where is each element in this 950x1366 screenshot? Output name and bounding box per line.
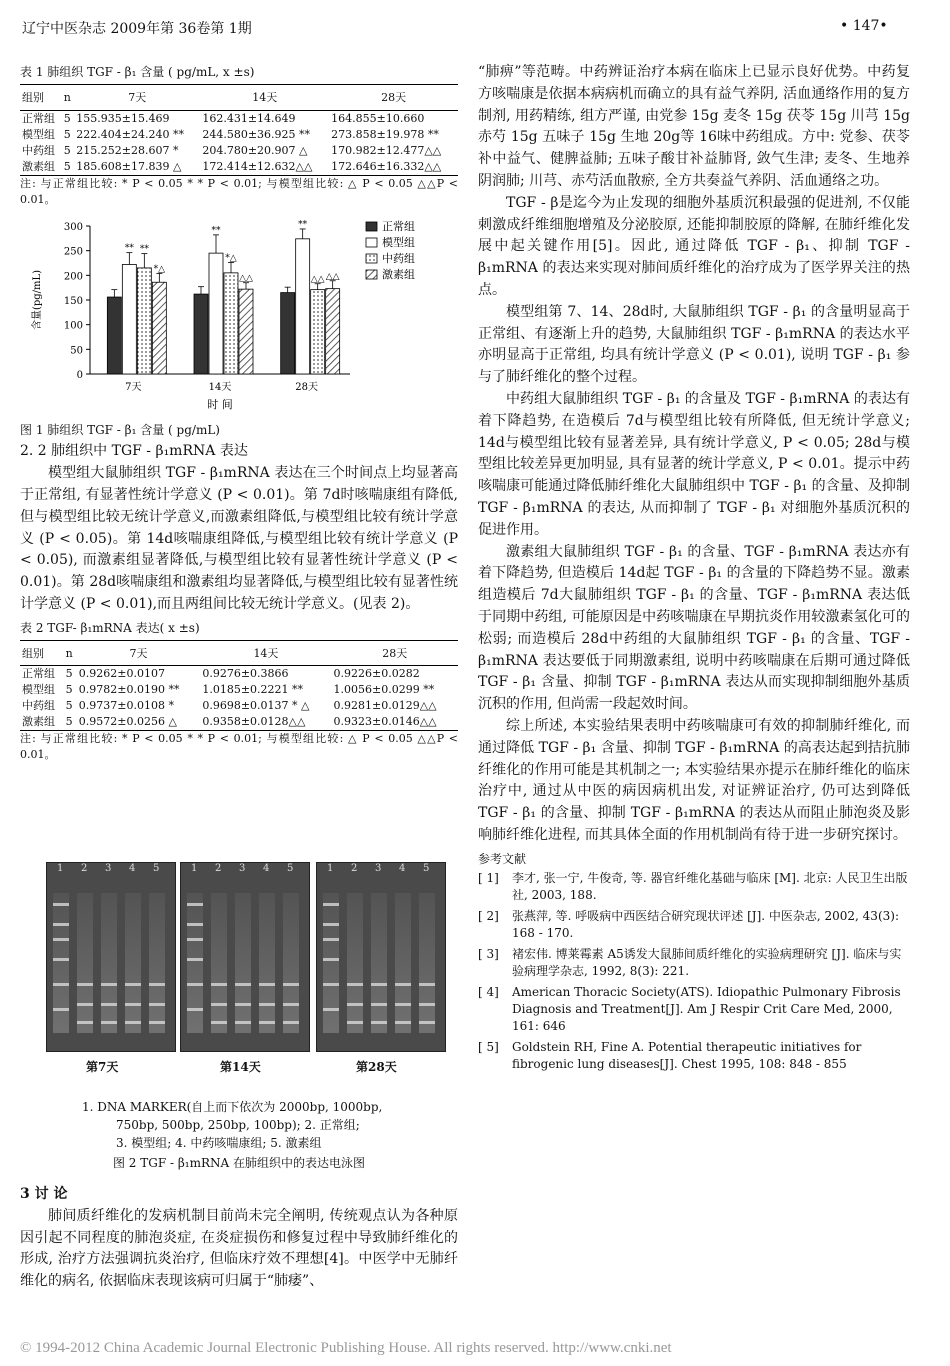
y-tick-label: 0	[76, 369, 83, 381]
section-3-heading: 3 讨 论	[20, 1186, 68, 1202]
bar-模型组	[122, 264, 136, 374]
legend-label: 模型组	[382, 235, 415, 249]
reference-item	[478, 984, 910, 1035]
figure2-caption: 图 2 TGF - β₁mRNA 在肺组织中的表达电泳图	[112, 1156, 365, 1170]
gel-band	[323, 983, 339, 986]
table2-header-cell: 组别	[20, 640, 64, 666]
section-2-2-heading: 2. 2 肺组织中 TGF - β₁mRNA 表达	[20, 443, 248, 460]
gel-band	[149, 983, 165, 986]
reference-text: 张燕萍, 等. 呼吸病中西医结合研究现状评述 [J]. 中医杂志, 2002, 43(3): 168 - 170.	[512, 909, 899, 941]
table-cell: 0.9358±0.0128△△	[200, 714, 331, 731]
gel-lane	[419, 893, 435, 1033]
gel-lane	[77, 893, 93, 1033]
significance-label: **	[298, 219, 308, 230]
gel-band	[53, 938, 69, 941]
table-cell: 正常组	[22, 111, 55, 125]
gel-lane	[211, 893, 227, 1033]
gel-band	[323, 923, 339, 926]
gel-band	[125, 983, 141, 986]
table2-note: 注: 与正常组比较: * P < 0.05 * * P < 0.01; 与模型组比较: △ P < 0.05 △△P < 0.01。	[20, 732, 458, 762]
gel-panel-label: 第14天	[220, 1060, 261, 1074]
table2-header-row	[20, 640, 458, 666]
bar-激素组	[152, 282, 166, 374]
gel-lane	[347, 893, 363, 1033]
gel-band	[395, 1003, 411, 1006]
gel-panel-label: 第28天	[356, 1060, 397, 1074]
table-cell: 5	[63, 111, 71, 125]
gel-lane	[283, 893, 299, 1033]
significance-label: △△	[325, 271, 340, 282]
gel-lane	[187, 893, 203, 1033]
paragraph: TGF - β是迄今为止发现的细胞外基质沉积最强的促进剂, 不仅能刺激成纤维细胞增殖及分泌胶原, 还能抑制胶原的降解, 在肺纤维化发展中起关键作用[5]。因此, 通过降低 TGF - β₁、抑制 TGF - β₁mRNA 的表达来实现对肺间质纤维化的治疗成为了医学界关注的热点。	[478, 194, 910, 298]
table-row	[20, 698, 458, 714]
y-tick-label: 150	[63, 295, 83, 307]
gel-band	[371, 1021, 387, 1024]
left-column	[20, 62, 458, 763]
paragraph: “肺痹”等范畴。中药辨证治疗本病在临床上已显示良好优势。中药复方咳喘康是依据本病病机而确立的具有益气养阴, 活血通络作用的复方制剂, 用药精练, 组方严谨, 由党参 15g 麦冬 15g 茯苓 15g 川芎 15g 赤芍 15g 五味子 15g 生地 20g等 16味中药组成。方中: 党参、茯苓补中益气、健脾益肺; 五味子酸甘补益肺肾, 敛气生津; 麦冬、生地养阴润肺; 川芎、赤芍活血散瘀, 全方共奏益气养阴、活血通络之功。	[478, 64, 910, 189]
table-row	[20, 682, 458, 698]
gel-band	[53, 1008, 69, 1011]
table-cell: 164.855±10.660	[331, 111, 425, 125]
reference-number: [ 4]	[478, 985, 499, 1000]
y-axis-label: 含量(pg/mL)	[32, 269, 43, 330]
gel-band	[323, 1008, 339, 1011]
table-cell: 1.0056±0.0299 **	[333, 683, 435, 697]
y-tick-label: 200	[63, 270, 83, 282]
gel-band	[101, 1021, 117, 1024]
reference-number: [ 1]	[478, 871, 499, 886]
table1-header-cell: 组别	[20, 84, 62, 110]
gel-panel	[316, 862, 446, 1052]
table-cell: 0.9226±0.0282	[333, 667, 420, 681]
gel-band	[101, 1003, 117, 1006]
reference-text: 李才, 张一宁, 牛俊奇, 等. 器官纤维化基础与临床 [M]. 北京: 人民卫生出版社, 2003, 188.	[512, 871, 908, 903]
significance-label: △△	[239, 273, 253, 284]
lane-number: 5	[287, 863, 294, 874]
gel-band	[53, 958, 69, 961]
lane-number: 4	[263, 863, 270, 874]
gel-band	[101, 983, 117, 986]
gel-band	[77, 1021, 93, 1024]
gel-band	[323, 958, 339, 961]
bar-正常组	[194, 294, 208, 374]
gel-panel	[180, 862, 310, 1052]
x-tick-label: 7天	[125, 381, 142, 393]
legend-swatch	[366, 254, 377, 263]
table-cell: 5	[65, 683, 73, 697]
gel-band	[259, 983, 275, 986]
gel-lane	[125, 893, 141, 1033]
gel-band	[371, 983, 387, 986]
paragraph: 肺间质纤维化的发病机制目前尚未完全阐明, 传统观点认为各种原因引起不同程度的肺泡炎症, 在炎症损伤和修复过程中导致肺纤维化的形成, 治疗方法强调抗炎治疗, 但临床疗效不理想[4]。中医学中无肺纤维化的病名, 依据临床表现该病可归属于“肺痿”、	[20, 1207, 458, 1290]
table-cell: 185.608±17.839 △	[74, 159, 200, 176]
table-cell: 172.646±16.332△△	[329, 159, 458, 176]
figure2-legend-line: 1. DNA MARKER(自上而下依次为 2000bp, 1000bp,	[82, 1100, 383, 1114]
gel-band	[395, 983, 411, 986]
gel-band	[259, 1003, 275, 1006]
gel-lane	[149, 893, 165, 1033]
table-cell: 273.858±19.978 **	[331, 127, 439, 141]
table-cell: 0.9572±0.0256 △	[77, 714, 201, 731]
gel-band	[419, 1021, 435, 1024]
gel-band	[283, 983, 299, 986]
gel-band	[235, 983, 251, 986]
table-cell: 1.0185±0.2221 **	[202, 683, 304, 697]
table-row	[20, 666, 458, 683]
x-tick-label: 28天	[295, 381, 319, 393]
gel-band	[77, 983, 93, 986]
table-cell: 215.252±28.607 *	[76, 143, 179, 157]
reference-text: 褚宏伟. 博莱霉素 A5诱发大鼠肺间质纤维化的实验病理研究 [J]. 临床与实验病理学杂志, 1992, 8(3): 221.	[512, 947, 902, 979]
gel-band	[347, 983, 363, 986]
bar-激素组	[239, 289, 253, 374]
reference-item	[478, 870, 910, 904]
gel-band	[149, 1021, 165, 1024]
table-cell: 0.9698±0.0137 * △	[202, 699, 310, 713]
bar-中药组	[224, 272, 238, 373]
significance-label: *△	[225, 253, 237, 264]
table-cell: 0.9262±0.0107	[78, 667, 165, 681]
table-cell: 0.9782±0.0190 **	[78, 683, 180, 697]
lane-number: 2	[351, 863, 358, 874]
table-row	[20, 127, 458, 143]
table1	[20, 84, 458, 176]
table-cell: 正常组	[22, 667, 55, 681]
bar-正常组	[281, 292, 295, 373]
table-cell: 中药组	[22, 699, 55, 713]
gel-band	[125, 1021, 141, 1024]
gel-band	[187, 923, 203, 926]
table-cell: 激素组	[20, 714, 64, 731]
gel-band	[187, 903, 203, 906]
gel-band	[187, 938, 203, 941]
table2	[20, 640, 458, 732]
gel-band	[419, 1003, 435, 1006]
significance-label: *△	[153, 263, 166, 274]
table-cell: 0.9323±0.0146△△	[332, 714, 458, 731]
reference-list	[478, 870, 910, 1073]
table-cell: 170.982±12.477△△	[331, 143, 442, 157]
gel-lane	[235, 893, 251, 1033]
table1-note: 注: 与正常组比较: * P < 0.05 * * P < 0.01; 与模型组比较: △ P < 0.05 △△P < 0.01。	[20, 176, 458, 206]
lane-number: 5	[153, 863, 160, 874]
table-cell: 激素组	[20, 159, 62, 176]
bar-中药组	[137, 268, 151, 374]
table1-header-cell: 14天	[200, 84, 329, 110]
table-cell: 0.9281±0.0129△△	[333, 699, 437, 713]
table-cell: 155.935±15.469	[76, 111, 170, 125]
bar-激素组	[326, 288, 340, 373]
references-heading: 参考文献	[478, 851, 527, 866]
gel-lane	[53, 893, 69, 1033]
table1-body	[20, 110, 458, 175]
lane-number: 5	[423, 863, 430, 874]
table2-title: 表 2 TGF- β₁mRNA 表达( x ±s)	[20, 620, 200, 635]
paragraph: 综上所述, 本实验结果表明中药咳喘康可有效的抑制肺纤维化, 而通过降低 TGF - β₁ 含量、抑制 TGF - β₁mRNA 的高表达起到拮抗肺纤维化的作用可能是其机制之一; 本实验结果亦提示在肺纤维化的临床治疗中, 通过从中医的病因病机出发, 对证辨证治疗, 仍可达到降低 TGF - β₁ 的含量、抑制 TGF - β₁mRNA 的表达从而阻止肺泡炎及影响肺纤维化进程, 而其具体全面的作用机制尚有待于进一步研究探讨。	[478, 717, 910, 843]
gel-band	[283, 1021, 299, 1024]
gel-band	[259, 1021, 275, 1024]
paragraph: 中药组大鼠肺组织 TGF - β₁ 的含量及 TGF - β₁mRNA 的表达有着下降趋势, 在造模后 7d与模型组比较有所降低, 但无统计学意义; 14d与模型组比较有显著差异, 具有统计学意义, P < 0.05; 28d与模型组比较差异更加明显, 具有显著的统计学意义, P < 0.01。提示中药咳喘康可能通过降低肺纤维化大鼠肺组织中 TGF - β₁ 的含量、及抑制 TGF - β₁mRNA 的表达, 从而抑制了 TGF - β₁ 对细胞外基质沉积的促进作用。	[478, 390, 910, 538]
gel-lane	[259, 893, 275, 1033]
table-cell: 0.9737±0.0108 *	[78, 699, 174, 713]
gel-band	[419, 983, 435, 986]
gel-band	[211, 1003, 227, 1006]
table-cell: 模型组	[22, 127, 55, 141]
gel-band	[187, 1008, 203, 1011]
bar-模型组	[296, 238, 310, 373]
significance-label: △△	[310, 274, 325, 285]
gel-band	[187, 958, 203, 961]
table-cell: 5	[63, 143, 71, 157]
table-row	[20, 159, 458, 176]
reference-number: [ 3]	[478, 947, 499, 962]
gel-band	[211, 1021, 227, 1024]
gel-band	[235, 1003, 251, 1006]
reference-item	[478, 946, 910, 980]
y-tick-label: 250	[63, 246, 83, 258]
lane-number: 2	[81, 863, 88, 874]
right-column	[478, 62, 910, 1077]
gel-band	[77, 1003, 93, 1006]
y-tick-label: 100	[63, 320, 83, 332]
reference-item	[478, 1039, 910, 1073]
lane-number: 1	[57, 863, 64, 874]
paragraph: 激素组大鼠肺组织 TGF - β₁ 的含量、TGF - β₁mRNA 表达亦有着下降趋势, 但造模后 14d起 TGF - β₁ 的含量的下降趋势不显。激素组造模后 7d大鼠肺组织 TGF - β₁ 的含量、TGF - β₁mRNA 表达低于同期中药组, 可能原因是中药咳喘康在早期抗炎作用较激素氢化可的松弱; 而造模后 28d中药组的大鼠肺组织 TGF - β₁ 的含量、TGF - β₁mRNA 表达要低于同期激素组, 说明中药咳喘康在后期可通过降低 TGF - β₁ 含量、抑制 TGF - β₁mRNA 表达从而实现抑制细胞外基质沉积的作用, 但尚需一段起效时间。	[478, 543, 910, 713]
reference-number: [ 2]	[478, 909, 499, 924]
gel-band	[371, 1003, 387, 1006]
bar-chart	[20, 214, 458, 414]
gel-panel	[46, 862, 176, 1052]
table-cell: 5	[64, 714, 77, 731]
table-cell: 172.414±12.632△△	[200, 159, 329, 176]
gel-band	[53, 983, 69, 986]
table-cell: 0.9276±0.3866	[202, 667, 289, 681]
reference-item	[478, 908, 910, 942]
gel-lane	[395, 893, 411, 1033]
table2-header-cell: 14天	[200, 640, 331, 666]
figure2-legend-line: 750bp, 500bp, 250bp, 100bp); 2. 正常组;	[116, 1118, 360, 1132]
table-cell: 中药组	[22, 143, 55, 157]
legend-label: 激素组	[382, 267, 415, 281]
table2-header-cell: 7天	[77, 640, 201, 666]
gel-band	[347, 1003, 363, 1006]
table-cell: 5	[63, 127, 71, 141]
bar-中药组	[311, 289, 325, 373]
lane-number: 1	[327, 863, 334, 874]
gel-band	[187, 983, 203, 986]
gel-panel-label: 第7天	[86, 1060, 119, 1074]
table1-title: 表 1 肺组织 TGF - β₁ 含量 ( pg/mL, x ±s)	[20, 65, 255, 79]
table-row	[20, 714, 458, 731]
table-cell: 5	[62, 159, 75, 176]
gel-band	[283, 1003, 299, 1006]
gel-band	[125, 1003, 141, 1006]
significance-label: **	[124, 243, 134, 254]
gel-band	[323, 903, 339, 906]
gel-band	[323, 938, 339, 941]
gel-band	[347, 1021, 363, 1024]
gel-lane	[323, 893, 339, 1033]
reference-text: American Thoracic Society(ATS). Idiopathic Pulmonary Fibrosis Diagnosis and Treatment[J]. Am J Respir Crit Care Med, 2000, 161: 646	[512, 985, 901, 1034]
table-cell: 244.580±36.925 **	[202, 127, 311, 141]
table2-header-cell: n	[64, 640, 77, 666]
lane-number: 1	[191, 863, 198, 874]
paragraph: 模型组大鼠肺组织 TGF - β₁mRNA 表达在三个时间点上均显著高于正常组, 有显著性统计学意义 (P < 0.01)。第 7d时咳喘康组有降低,但与模型组比较无统计学意义,而激素组降低,与模型组比较有统计学意义 (P < 0.05)。第 14d咳喘康组降低,与模型组比较有统计学意义 (P < 0.05), 而激素组显著降低,与模型组比较有显著性统计学意义 (P < 0.01)。第 28d咳喘康组和激素组均显著降低,与模型组比较有显著性统计学意义 (P < 0.01),而且两组间比较无统计学意义。(见表 2)。	[20, 465, 458, 612]
y-tick-label: 50	[70, 344, 83, 356]
figure2-legend	[20, 1098, 458, 1172]
table-row	[20, 143, 458, 159]
table-cell: 222.404±24.240 **	[76, 127, 184, 141]
lane-number: 2	[215, 863, 222, 874]
gel-electrophoresis-image	[46, 862, 456, 1076]
lane-number: 4	[399, 863, 406, 874]
bar-正常组	[107, 297, 121, 374]
journal-header: 辽宁中医杂志 2009年第 36卷第 1期	[22, 21, 252, 37]
lane-number: 3	[375, 863, 382, 874]
page-number: • 147•	[840, 18, 888, 34]
table-cell: 204.780±20.907 △	[202, 143, 308, 157]
table1-header-cell: 28天	[329, 84, 458, 110]
gel-band	[395, 1021, 411, 1024]
x-axis-label: 时 间	[207, 397, 233, 411]
table-cell: 162.431±14.649	[202, 111, 296, 125]
paragraph: 模型组第 7、14、28d时, 大鼠肺组织 TGF - β₁ 的含量明显高于正常组、有逐渐上升的趋势, 大鼠肺组织 TGF - β₁mRNA 的表达水平亦明显高于正常组, 均具有统计学意义 (P < 0.01), 说明 TGF - β₁ 参与了肺纤维化的整个过程。	[478, 303, 910, 386]
table2-body	[20, 666, 458, 731]
bar-模型组	[209, 253, 223, 374]
table1-header-row	[20, 84, 458, 110]
table-cell: 5	[65, 667, 73, 681]
x-tick-label: 14天	[208, 381, 232, 393]
y-tick-label: 300	[63, 221, 83, 233]
table-cell: 模型组	[22, 683, 55, 697]
table2-header-cell: 28天	[332, 640, 458, 666]
left-column-bottom	[20, 1184, 458, 1293]
legend-label: 中药组	[382, 251, 415, 265]
gel-band	[211, 983, 227, 986]
table-row	[20, 110, 458, 127]
legend-swatch	[366, 270, 377, 279]
significance-label: **	[211, 225, 221, 236]
reference-number: [ 5]	[478, 1040, 499, 1055]
gel-lane	[371, 893, 387, 1033]
table-cell: 5	[65, 699, 73, 713]
gel-band	[53, 903, 69, 906]
legend-swatch	[366, 222, 377, 231]
gel-band	[149, 1003, 165, 1006]
table1-header-cell: n	[62, 84, 75, 110]
figure2-legend-line: 3. 模型组; 4. 中药咳喘康组; 5. 激素组	[116, 1136, 322, 1150]
lane-number: 3	[239, 863, 246, 874]
gel-lane	[101, 893, 117, 1033]
copyright-footer: © 1994-2012 China Academic Journal Electronic Publishing House. All rights reserved. http://www.cnki.net	[20, 1340, 672, 1356]
gel-band	[53, 923, 69, 926]
legend-label: 正常组	[382, 219, 415, 233]
gel-band	[235, 1021, 251, 1024]
figure1-caption: 图 1 肺组织 TGF - β₁ 含量 ( pg/mL)	[20, 422, 220, 437]
lane-number: 3	[105, 863, 112, 874]
reference-text: Goldstein RH, Fine A. Potential therapeutic initiatives for fibrogenic lung diseases[J]. Chest 1995, 108: 848 - 855	[512, 1040, 862, 1072]
significance-label: **	[139, 244, 149, 255]
lane-number: 4	[129, 863, 136, 874]
table1-header-cell: 7天	[74, 84, 200, 110]
legend-swatch	[366, 238, 377, 247]
